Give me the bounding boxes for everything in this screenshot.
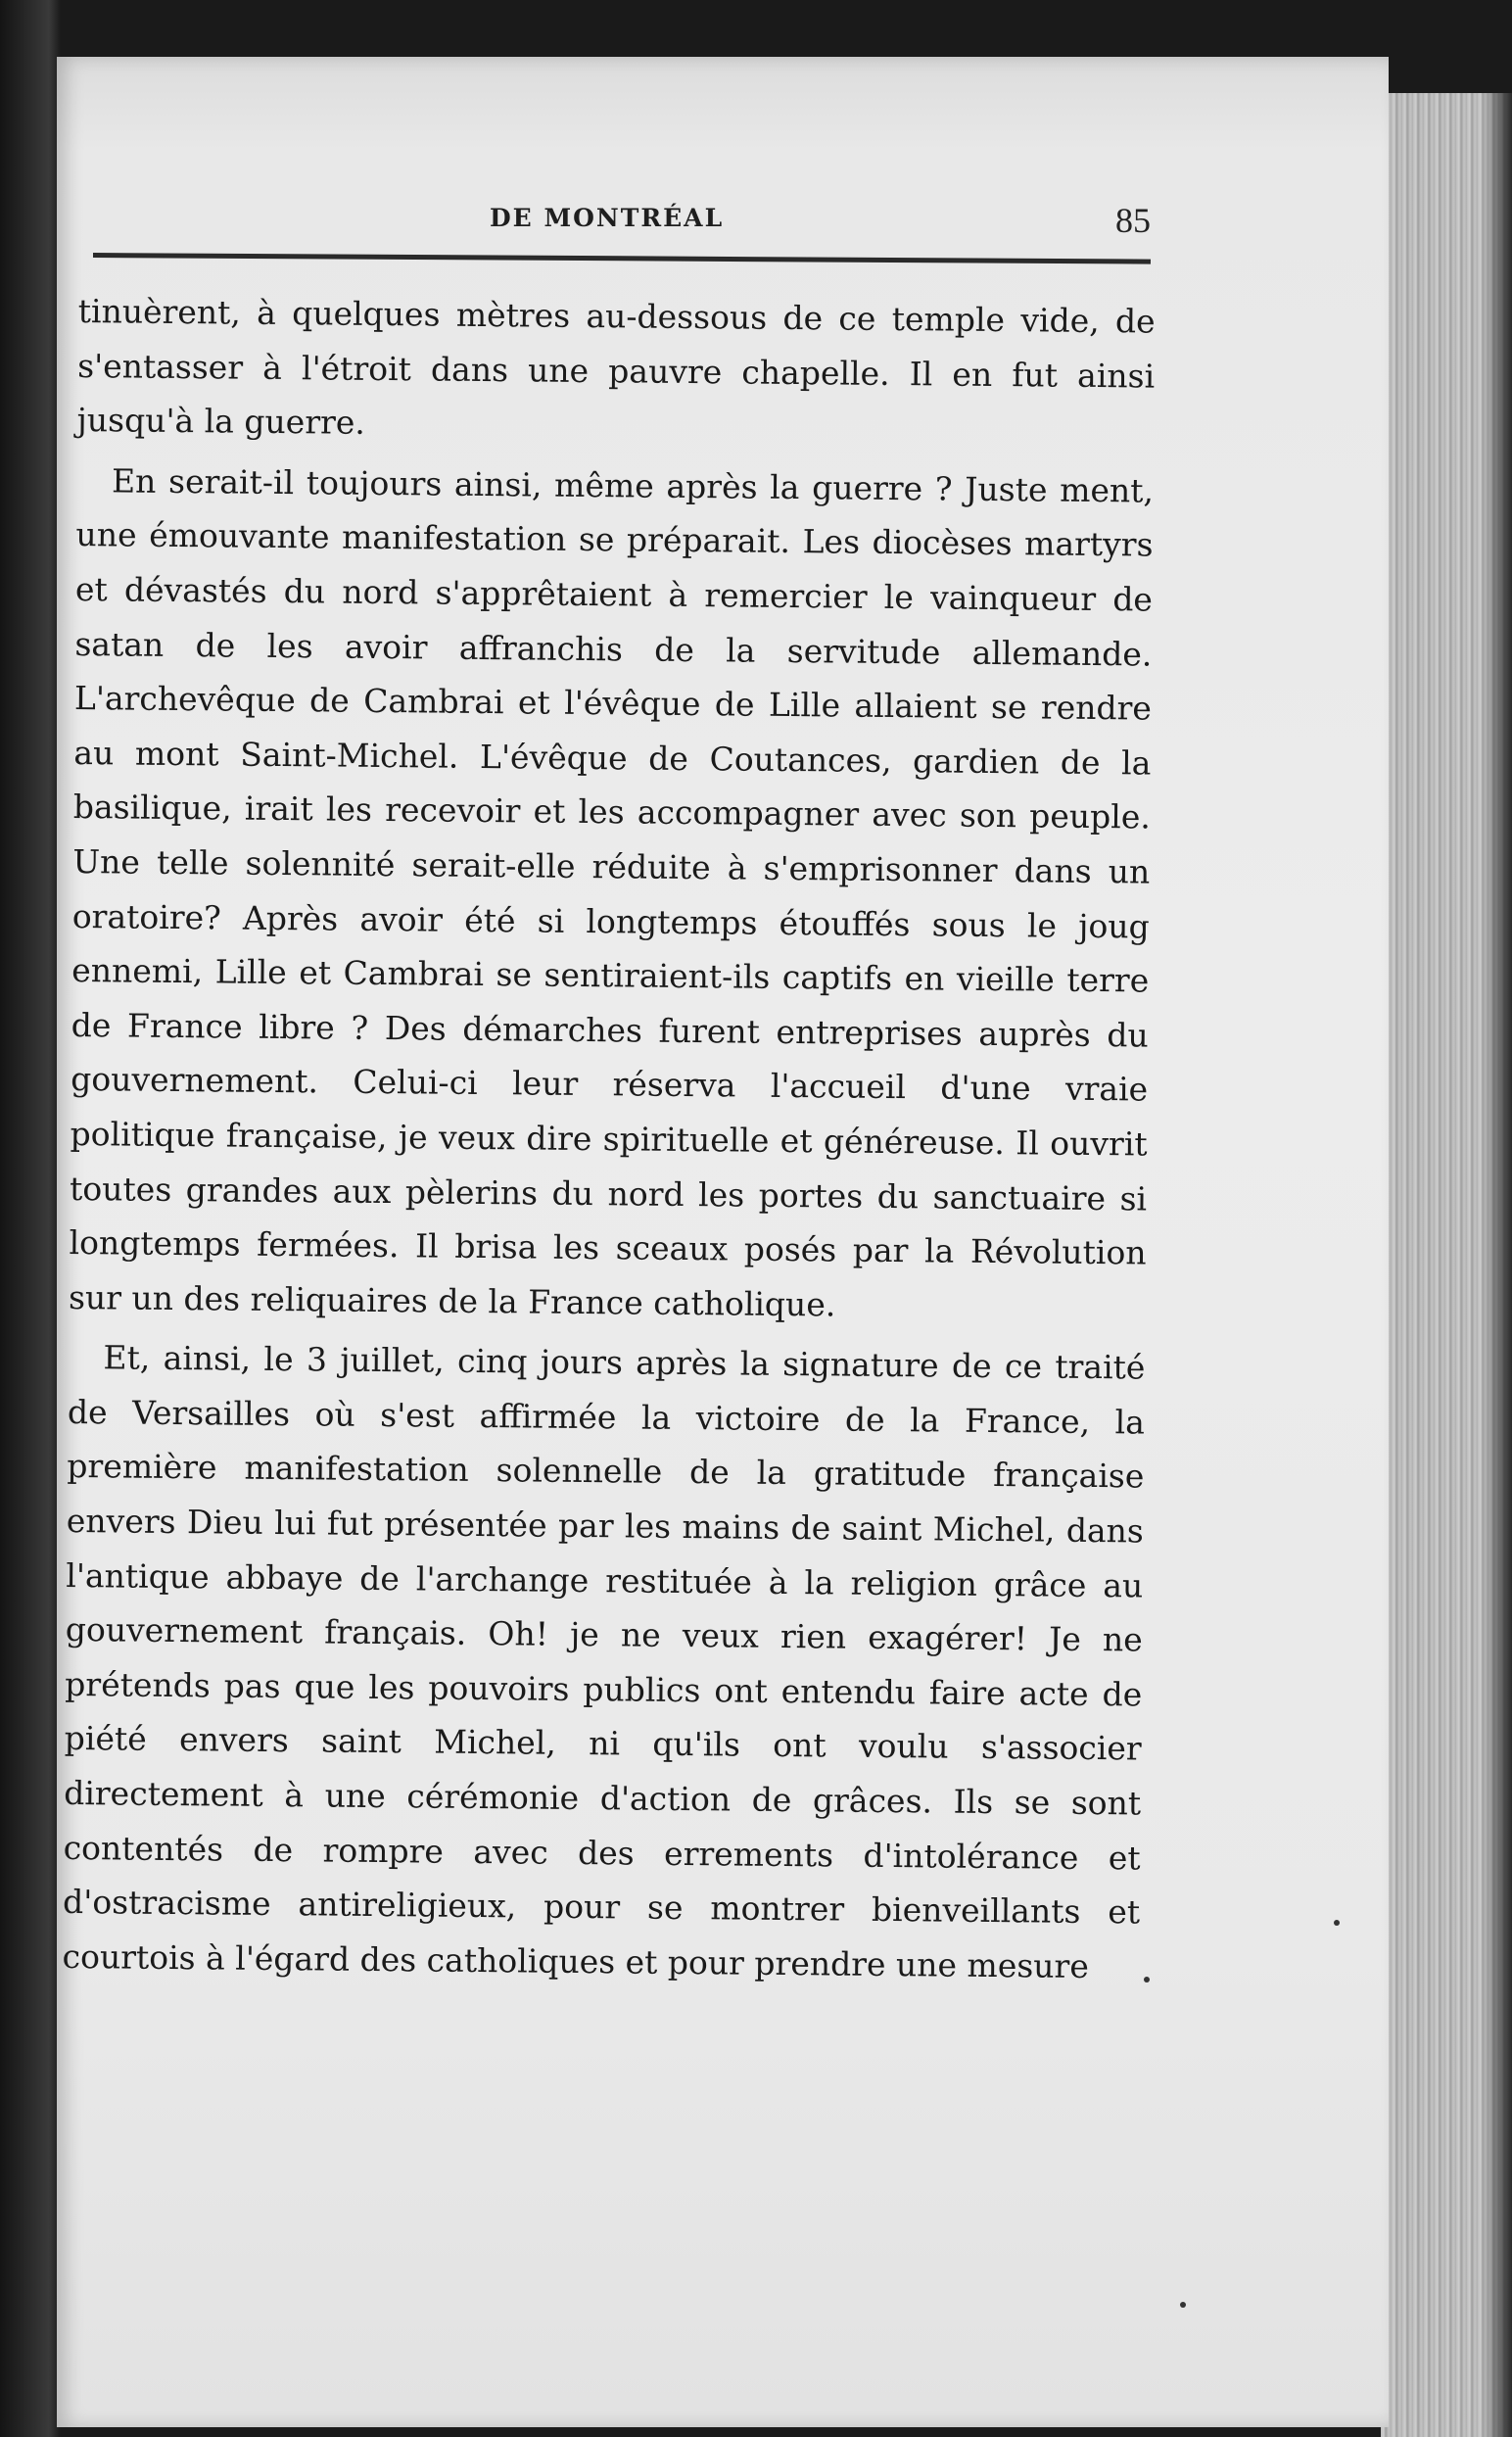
body-text [62, 284, 1156, 1994]
running-head: DE MONTRÉAL [490, 204, 725, 232]
paragraph-3: Et, ainsi, le 3 juillet, cinq jours après la signature de ce traité de Versailles où s'est affirmée la victoire de la France, la première manifestation solennelle de la gratitude française envers Dieu lui fut présentée par les mains de saint Michel, dans l'antique abbaye de l'archange restituée à la religion grâce au gouvernement français. Oh! je ne veux rien exagérer! Je ne prétends pas que les pouvoirs publics ont entendu faire acte de piété envers saint Michel, ni qu'ils ont voulu s'associer directement à une cérémonie d'action de grâces. Ils se sont contentés de rompre avec des errements d'intolérance et d'ostracisme antireligieux, pour se montrer bienveillants et courtois à l'égard des catholiques et pour prendre une mesure [62, 1338, 1146, 1985]
page-header [93, 196, 1151, 255]
ink-speck [1180, 2302, 1186, 2308]
paragraph-2: En serait-il toujours ainsi, même après la guerre ? Juste ment, une émouvante manifestation se préparait. Les diocèses martyrs et dévastés du nord s'apprêtaient à remercier le vainqueur de satan de les avoir affranchis de la servitude allemande. L'archevêque de Cambrai et l'évêque de Lille allaient se rendre au mont Saint-Michel. L'évêque de Coutances, gardien de la basilique, irait les recevoir et les accompagner avec son peuple. Une telle solennité serait-elle réduite à s'emprisonner dans un oratoire? Après avoir été si longtemps étouffés sous le joug ennemi, Lille et Cambrai se sentiraient-ils captifs en vieille terre de France libre ? Des démarches furent entreprises auprès du gouvernement. Celui-ci leur réserva l'accueil d'une vraie politique française, je veux dire spirituelle et généreuse. Il ouvrit toutes grandes aux pèlerins du nord les portes du sanctuaire si longtemps fermées. Il brisa les sceaux posés par la Révolution sur un des reliquaires de la France catholique. [68, 461, 1155, 1324]
page-edges [1381, 93, 1512, 2437]
paragraph-1: tinuèrent, à quelques mètres au-dessous de ce temple vide, de s'entasser à l'étroit dans une pauvre chapelle. Il en fut ainsi jusqu'à la guerre. [76, 291, 1156, 443]
ink-speck [1334, 1920, 1340, 1926]
ink-speck [1144, 1977, 1150, 1983]
page-number: 85 [1115, 201, 1151, 240]
